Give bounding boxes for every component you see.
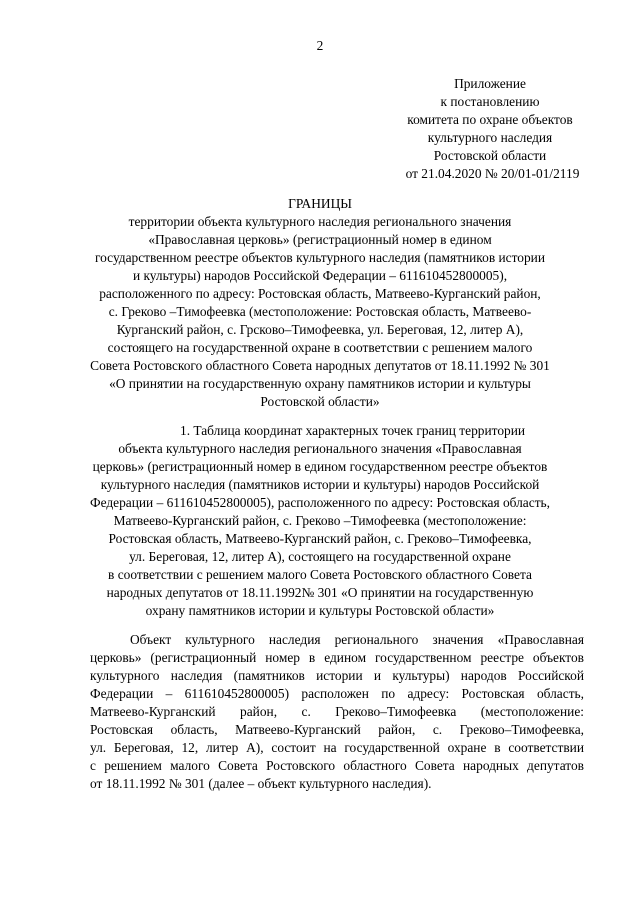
heading-line: расположенного по адресу: Ростовская область, Матвеево-Курганский район, (99, 286, 541, 301)
heading-line: Совета Ростовского областного Совета народных депутатов от 18.11.1992 № 301 (90, 358, 550, 373)
section-heading-line: культурного наследия (памятников истории и культуры) народов Российской (100, 477, 540, 492)
heading-line: «Православная церковь» (регистрационный номер в едином (148, 232, 492, 247)
paragraph-line: культурного наследия (памятников истории и культуры) народов Российской (90, 668, 584, 683)
body-paragraph (90, 631, 584, 793)
paragraph-line: Матвеево-Курганский район, с. Греково–Тимофеевка (местоположение: (90, 704, 584, 719)
paragraph-line: от 18.11.1992 № 301 (далее – объект культурного наследия). (90, 776, 432, 791)
section-heading-line: в соответствии с решением малого Совета Ростовского областного Совета (108, 567, 532, 582)
heading-line: и культуры) народов Российской Федерации – 611610452800005), (132, 268, 508, 283)
section-heading-line: Матвеево-Курганский район, с. Греково –Тимофеевка (местоположение: (113, 513, 527, 528)
section-heading-line: объекта культурного наследия регионального значения «Православная (118, 441, 522, 456)
heading-line: Ростовской области» (260, 394, 380, 409)
heading-line: с. Греково –Тимофеевка (местоположение: Ростовская область, Матвеево- (108, 304, 532, 319)
heading-line: состоящего на государственной охране в соответствии с решением малого (107, 340, 533, 355)
appendix-line: к постановлению (440, 94, 540, 109)
section-heading-line: 1. Таблица координат характерных точек границ территории (180, 423, 526, 438)
heading-line: территории объекта культурного наследия регионального значения (128, 214, 512, 229)
section-heading-line: ул. Береговая, 12, литер А), состоящего на государственной охране (129, 549, 511, 564)
paragraph-line: Объект культурного наследия регионального значения «Православная (130, 632, 584, 647)
heading-line: государственном реестре объектов культурного наследия (памятников истории (94, 250, 545, 265)
section-heading-line: охрану памятников истории и культуры Ростовской области» (145, 603, 495, 618)
heading-line: «О принятии на государственную охрану памятников истории и культуры (109, 376, 531, 391)
section-heading-line: Ростовская область, Матвеево-Курганский район, с. Греково–Тимофеевка, (108, 531, 532, 546)
section-heading-line: церковь» (регистрационный номер в едином государственном реестре объектов (92, 459, 548, 474)
page-number: 2 (316, 38, 324, 53)
paragraph-line: церковь» (регистрационный номер в едином государственном реестре объектов (90, 650, 584, 665)
paragraph-line: Федерации – 611610452800005) расположен по адресу: Ростовская область, (90, 686, 584, 701)
paragraph-line: с решением малого Совета Ростовского областного Совета народных депутатов (90, 758, 584, 773)
paragraph-line: ул. Береговая, 12, литер А), состоит на государственной охране в соответствии (90, 740, 584, 755)
paragraph-line: Ростовская область, Матвеево-Курганский район, с. Греково–Тимофеевка, (90, 722, 584, 737)
section-heading-line: народных депутатов от 18.11.1992№ 301 «О принятии на государственную (106, 585, 534, 600)
heading-line: Курганский район, с. Грсково–Тимофеевка, ул. Береговая, 12, литер А), (116, 322, 524, 337)
appendix-line: Ростовской области (433, 148, 547, 163)
document-title: ГРАНИЦЫ (288, 196, 352, 211)
section-heading-line: Федерации – 611610452800005), расположенного по адресу: Ростовская область, (89, 495, 550, 510)
appendix-line: от 21.04.2020 № 20/01-01/2119 (405, 166, 580, 181)
appendix-line: Приложение (454, 76, 526, 91)
appendix-line: культурного наследия (427, 130, 553, 145)
appendix-line: комитета по охране объектов (407, 112, 573, 127)
